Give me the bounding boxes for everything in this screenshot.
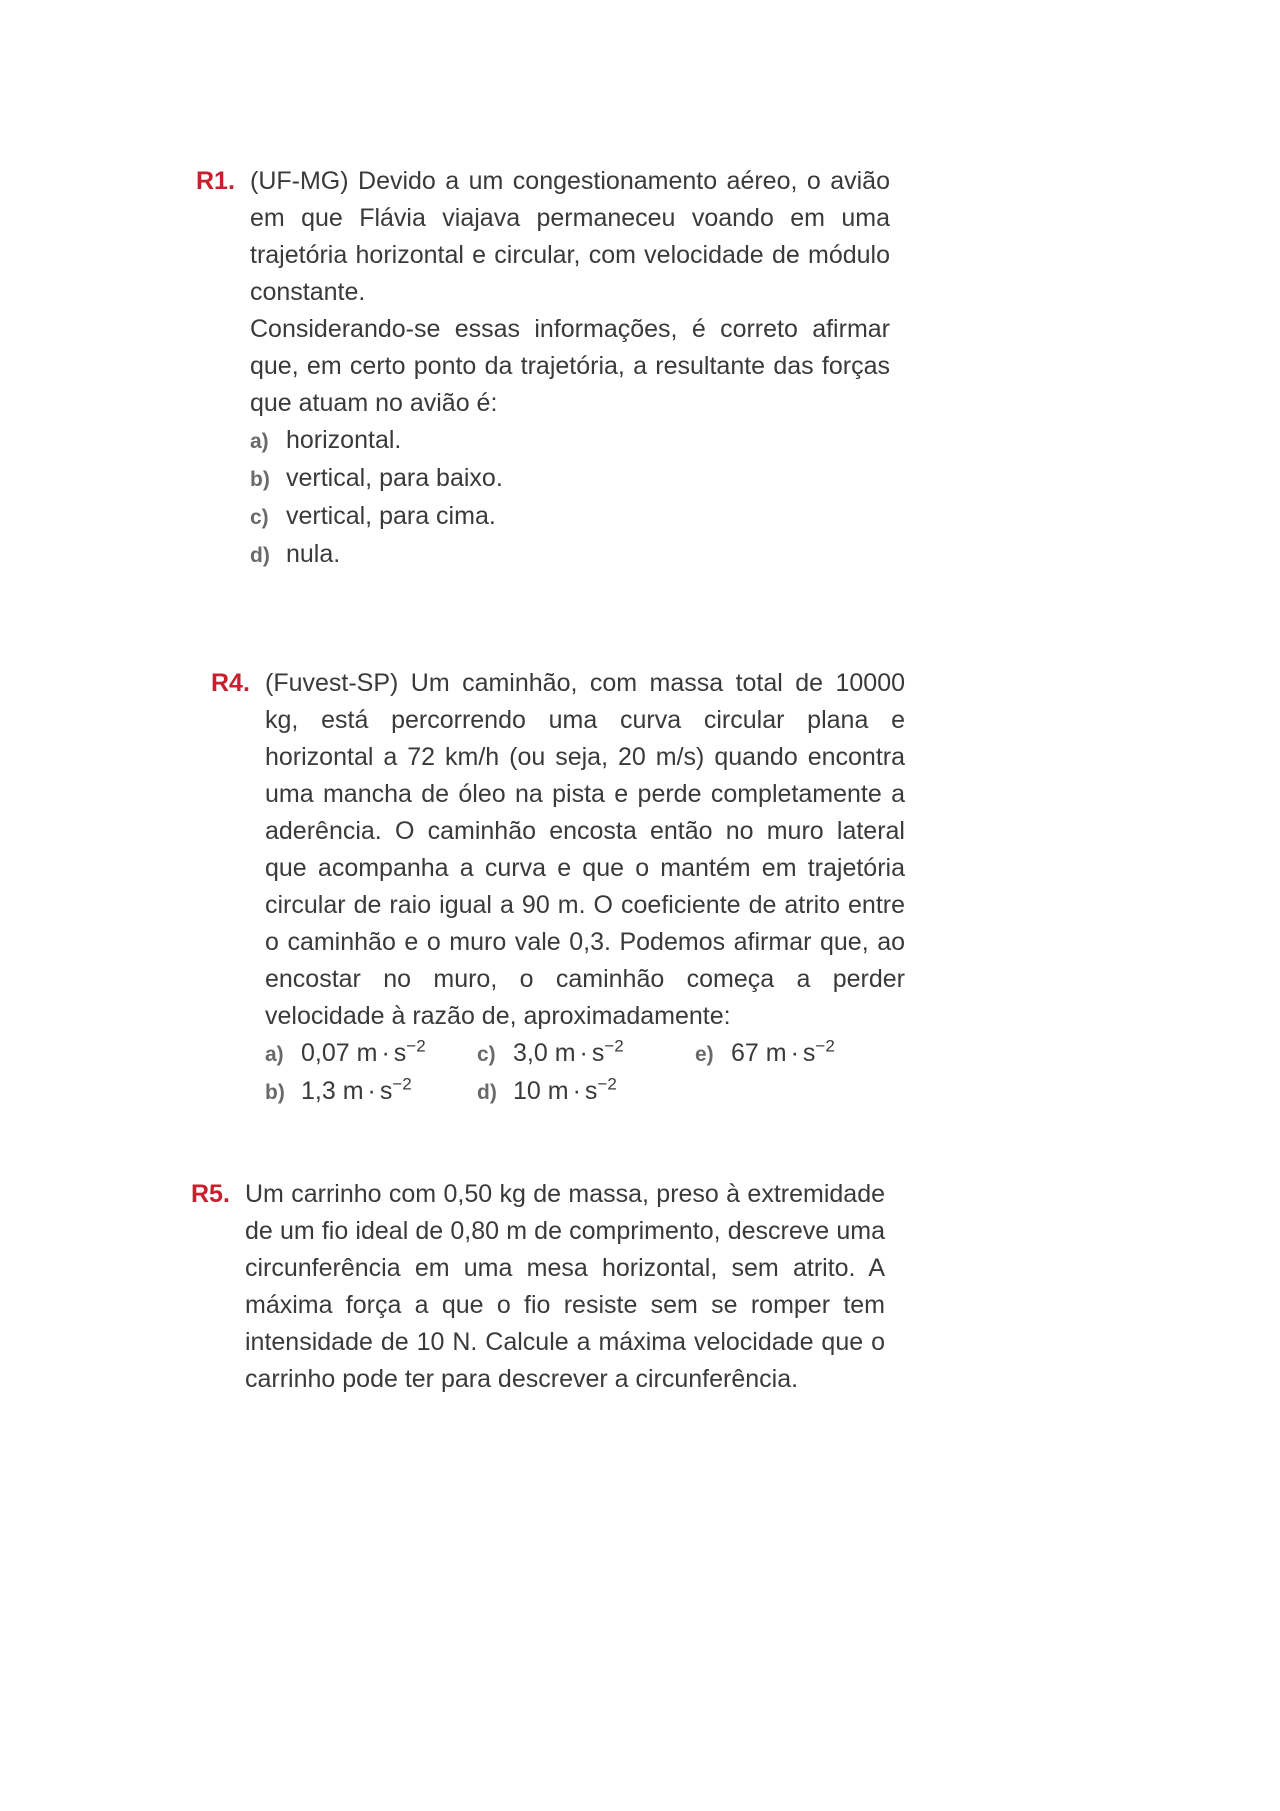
option-letter: c) — [250, 506, 269, 529]
option-exponent: −2 — [604, 1036, 624, 1056]
question-label: R4. — [211, 669, 250, 697]
option-letter: a) — [250, 430, 269, 453]
option-text: nula. — [286, 540, 341, 568]
option-unit: m — [765, 1039, 787, 1067]
option-base: s — [802, 1039, 816, 1067]
option-value: 1,3 — [301, 1077, 336, 1105]
option-exponent: −2 — [815, 1036, 835, 1056]
question-statement: (Fuvest-SP) Um caminhão, com massa total de 10000 kg, está percorrendo uma curva circular plana e horizontal a 72 km/h (ou seja, 20 m/s) quando encontra uma mancha de óleo na pista e perde completamente a aderência. O caminhão encosta então no muro lateral que acompanha a curva e que o mantém em trajetória circular de raio igual a 90 m. O coeficiente de atrito entre o caminhão e o muro vale 0,3. Podemos afirmar que, ao encostar no muro, o caminhão começa a perder velocidade à razão de, aproximadamente: — [265, 669, 905, 1030]
option-unit: m — [547, 1077, 569, 1105]
option-dot: · — [381, 1039, 390, 1067]
question-statement: Um carrinho com 0,50 kg de massa, preso à extremidade de um fio ideal de 0,80 m de comprimento, descreve uma circunferência em uma mesa horizontal, sem atrito. A máxima força a que o fio resiste sem se romper tem intensidade de 10 N. Calcule a máxima velocidade que o carrinho pode ter para descrever a circunferência. — [245, 1180, 885, 1393]
answer-option-b — [250, 460, 890, 498]
question-label: R1. — [196, 167, 235, 195]
option-exponent: −2 — [392, 1074, 412, 1094]
question-r1 — [196, 163, 890, 574]
option-base: s — [393, 1039, 407, 1067]
question-statement: (UF-MG) Devido a um congestionamento aéreo, o avião em que Flávia viajava permaneceu voando em uma trajetória horizontal e circular, com velocidade de módulo constante. — [250, 167, 890, 306]
option-dot: · — [367, 1077, 376, 1105]
option-text: horizontal. — [286, 426, 402, 454]
option-dot: · — [579, 1039, 588, 1067]
answer-option-a — [250, 422, 890, 460]
option-value: 67 — [731, 1039, 759, 1067]
question-label: R5. — [191, 1180, 230, 1208]
option-letter: c) — [477, 1043, 496, 1066]
question-prompt: Considerando-se essas informações, é correto afirmar que, em certo ponto da trajetória, a resultante das forças que atuam no avião é: — [250, 315, 890, 417]
answer-option-c — [250, 498, 890, 536]
option-letter: d) — [250, 544, 270, 567]
option-exponent: −2 — [597, 1074, 617, 1094]
option-letter: b) — [265, 1081, 285, 1104]
option-dot: · — [790, 1039, 799, 1067]
option-value: 10 — [513, 1077, 541, 1105]
option-unit: m — [342, 1077, 364, 1105]
option-text: vertical, para baixo. — [286, 464, 503, 492]
option-value: 3,0 — [513, 1039, 548, 1067]
question-body — [265, 665, 905, 1111]
answer-option-b — [265, 1073, 477, 1111]
option-unit: m — [356, 1039, 378, 1067]
answer-options-grid — [265, 1035, 905, 1111]
option-unit: m — [554, 1039, 576, 1067]
option-letter: a) — [265, 1043, 284, 1066]
option-base: s — [584, 1077, 598, 1105]
option-letter: b) — [250, 468, 270, 491]
option-value: 0,07 — [301, 1039, 350, 1067]
answer-option-d — [250, 536, 890, 574]
option-text: vertical, para cima. — [286, 502, 496, 530]
answer-option-a — [265, 1035, 477, 1073]
answer-option-d — [477, 1073, 695, 1111]
question-body — [250, 163, 890, 574]
option-exponent: −2 — [406, 1036, 426, 1056]
question-r4 — [211, 665, 905, 1111]
option-base: s — [591, 1039, 605, 1067]
question-r5 — [191, 1176, 885, 1398]
answer-option-c — [477, 1035, 695, 1073]
question-body — [245, 1176, 885, 1398]
option-letter: e) — [695, 1043, 714, 1066]
option-base: s — [379, 1077, 393, 1105]
option-letter: d) — [477, 1081, 497, 1104]
option-dot: · — [572, 1077, 581, 1105]
answer-option-e — [695, 1035, 915, 1073]
